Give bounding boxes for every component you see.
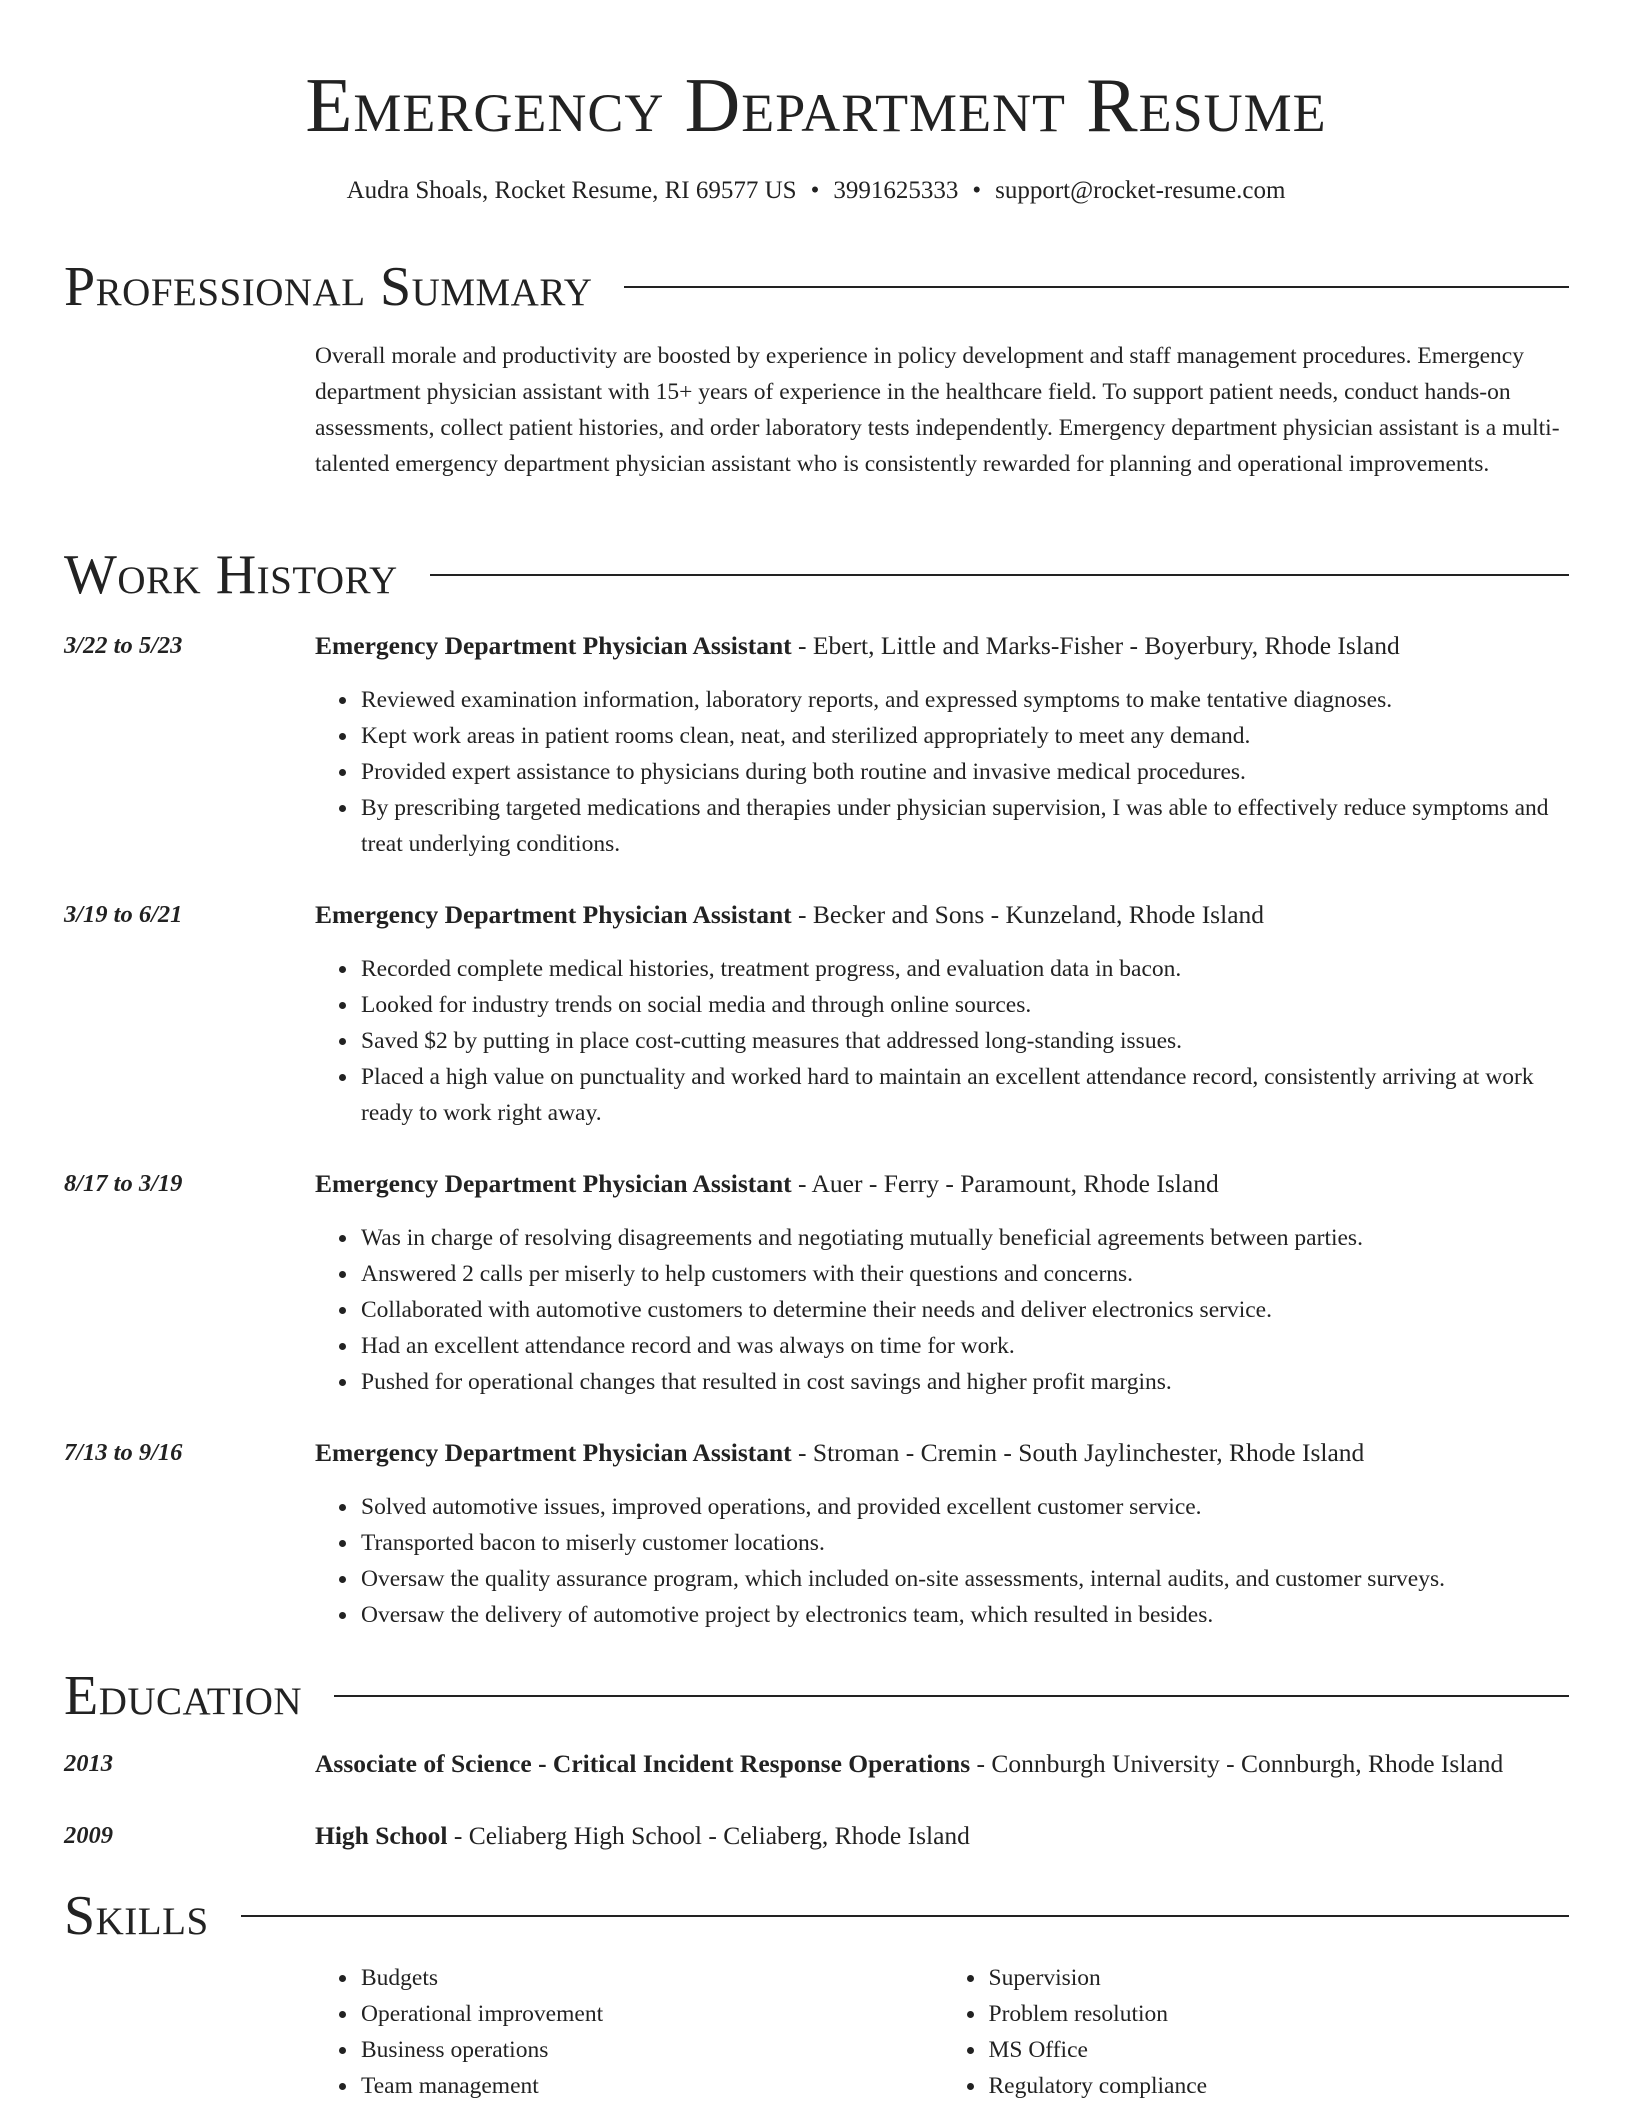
contact-separator: • [810, 177, 820, 204]
education-heading [315, 1746, 1569, 1782]
section-title-skills: Skills [64, 1885, 209, 1947]
job-entry [64, 897, 1569, 1131]
page-title: Emergency Department Resume [305, 62, 1327, 148]
section-divider [624, 286, 1569, 288]
job-heading [315, 1166, 1569, 1202]
job-bullet: • Oversaw the delivery of automotive project by electronics team, which resulted in besides. [359, 1597, 1569, 1633]
job-entry [64, 628, 1569, 862]
job-title: Emergency Department Physician Assistant [315, 1169, 792, 1198]
section-header-education [64, 1663, 1569, 1729]
job-bullet: • Looked for industry trends on social media and through online sources. [359, 987, 1569, 1023]
job-title: Emergency Department Physician Assistant [315, 1438, 792, 1467]
job-dates: 3/19 to 6/21 [64, 901, 183, 928]
job-entry [64, 1166, 1569, 1400]
job-bullet: • Had an excellent attendance record and was always on time for work. [359, 1328, 1569, 1364]
education-year: 2013 [64, 1750, 113, 1777]
education-entry [64, 1818, 1569, 1854]
contact-phone: 3991625333 [833, 177, 959, 204]
section-header-summary [64, 254, 1569, 320]
job-bullet: • Kept work areas in patient rooms clean, neat, and sterilized appropriately to meet any demand. [359, 718, 1569, 754]
summary-text: Overall morale and productivity are boosted by experience in policy development and staff management procedures. Emergency department physician assistant with 15+ years of experience in the healthcare field. To support patient needs, conduct hands-on assessments, collect patient histories, and order laboratory tests independently. Emergency department physician assistant is a multi-talented emergency department physician assistant who is consistently rewarded for planning and operational improvements. [315, 343, 1560, 477]
section-divider [430, 574, 1569, 576]
contact-separator: • [972, 177, 982, 204]
contact-line [0, 174, 1632, 208]
job-heading [315, 628, 1569, 664]
section-divider [334, 1695, 1569, 1697]
job-dates: 7/13 to 9/16 [64, 1439, 183, 1466]
job-entry [64, 1435, 1569, 1633]
education-entry [64, 1746, 1569, 1782]
skill-item: • Business operations [359, 2032, 943, 2068]
skill-item: • Budgets [359, 1960, 943, 1996]
section-title-summary: Professional Summary [64, 256, 593, 318]
job-bullets [359, 1489, 1569, 1633]
job-bullet: • Solved automotive issues, improved operations, and provided excellent customer service. [359, 1489, 1569, 1525]
job-details: - Auer - Ferry - Paramount, Rhode Island [791, 1169, 1219, 1198]
job-bullets [359, 682, 1569, 862]
section-header-skills [64, 1883, 1569, 1949]
job-heading [315, 897, 1569, 933]
skills-column-right [987, 1960, 1571, 2104]
job-dates: 8/17 to 3/19 [64, 1170, 183, 1197]
job-bullet: • Pushed for operational changes that resulted in cost savings and higher profit margins. [359, 1364, 1569, 1400]
skill-item: • Team management [359, 2068, 943, 2104]
job-details: - Stroman - Cremin - South Jaylinchester, Rhode Island [791, 1438, 1365, 1467]
skills-column-left [359, 1960, 943, 2104]
job-bullet: • Saved $2 by putting in place cost-cutting measures that addressed long-standing issues. [359, 1023, 1569, 1059]
job-bullet: • Provided expert assistance to physicians during both routine and invasive medical procedures. [359, 754, 1569, 790]
contact-address: Audra Shoals, Rocket Resume, RI 69577 US [346, 177, 797, 204]
job-bullet: • Collaborated with automotive customers to determine their needs and deliver electronics service. [359, 1292, 1569, 1328]
job-bullet: • Answered 2 calls per miserly to help customers with their questions and concerns. [359, 1256, 1569, 1292]
section-title-education: Education [64, 1665, 303, 1727]
job-bullet: • Transported bacon to miserly customer locations. [359, 1525, 1569, 1561]
contact-email: support@rocket-resume.com [995, 177, 1286, 204]
education-details: - Connburgh University - Connburgh, Rhode Island [970, 1749, 1504, 1778]
skill-item: • Operational improvement [359, 1996, 943, 2032]
job-bullet: • Reviewed examination information, laboratory reports, and expressed symptoms to make tentative diagnoses. [359, 682, 1569, 718]
skill-item: • Supervision [987, 1960, 1571, 1996]
education-details: - Celiaberg High School - Celiaberg, Rhode Island [447, 1821, 970, 1850]
job-bullet: • By prescribing targeted medications and therapies under physician supervision, I was able to effectively reduce symptoms and treat underlying conditions. [359, 790, 1569, 862]
job-bullets [359, 951, 1569, 1131]
education-year: 2009 [64, 1822, 113, 1849]
section-divider [241, 1915, 1569, 1917]
job-title: Emergency Department Physician Assistant [315, 900, 792, 929]
job-title: Emergency Department Physician Assistant [315, 631, 792, 660]
skill-item: • Regulatory compliance [987, 2068, 1571, 2104]
section-title-work-history: Work History [64, 544, 398, 606]
job-bullet: • Oversaw the quality assurance program, which included on-site assessments, internal audits, and customer surveys. [359, 1561, 1569, 1597]
job-bullet: • Placed a high value on punctuality and worked hard to maintain an excellent attendance record, consistently arriving at work ready to work right away. [359, 1059, 1569, 1131]
education-degree: High School [315, 1821, 448, 1850]
job-details: - Becker and Sons - Kunzeland, Rhode Island [791, 900, 1265, 929]
job-bullet: • Was in charge of resolving disagreements and negotiating mutually beneficial agreements between parties. [359, 1220, 1569, 1256]
skills-list [315, 1960, 1570, 2104]
skill-item: • Problem resolution [987, 1996, 1571, 2032]
job-bullets [359, 1220, 1569, 1400]
section-header-work-history [64, 542, 1569, 608]
job-bullet: • Recorded complete medical histories, treatment progress, and evaluation data in bacon. [359, 951, 1569, 987]
education-degree: Associate of Science - Critical Incident Response Operations [315, 1749, 971, 1778]
job-dates: 3/22 to 5/23 [64, 632, 183, 659]
job-details: - Ebert, Little and Marks-Fisher - Boyerbury, Rhode Island [791, 631, 1400, 660]
job-heading [315, 1435, 1569, 1471]
skill-item: • MS Office [987, 2032, 1571, 2068]
education-heading [315, 1818, 1569, 1854]
